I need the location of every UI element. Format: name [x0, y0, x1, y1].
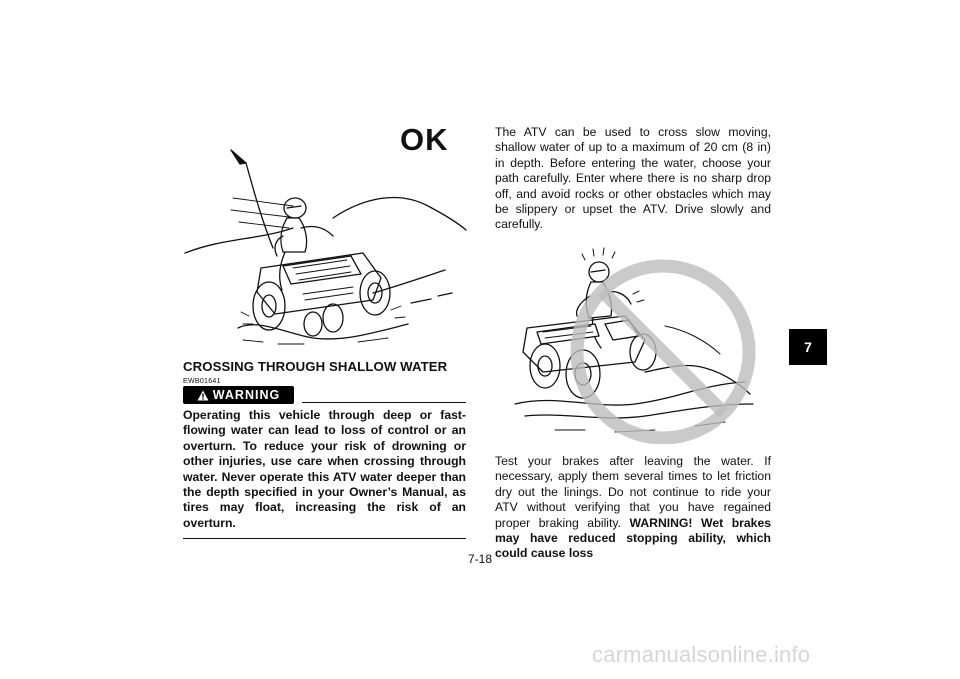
paragraph-test-brakes [495, 454, 771, 562]
brake-test-text: Test your brakes after leaving the water. If necessary, apply them several times to let friction dry out the linings. Do not continue to ride your ATV without verifying that you have regained proper braking ability. [495, 454, 771, 530]
warning-rule-top [302, 402, 466, 403]
section-title: CROSSING THROUGH SHALLOW WATER [183, 359, 448, 374]
warning-text: Operating this vehicle through deep or fast-flowing water can lead to loss of control or an overturn. To reduce your risk of drowning or other injuries, use care when crossing through water. Never operate this ATV water deeper than the depth specified in your Owner’s Manual, as tires may float, increasing the risk of an overturn. [183, 408, 466, 530]
warning-triangle-icon [197, 390, 209, 401]
watermark: carmanualsonline.info [592, 642, 811, 667]
atv-shallow-water-illustration [183, 128, 468, 350]
chapter-tab: 7 [789, 329, 827, 365]
ok-label: OK [400, 122, 449, 157]
warning-rule-bottom [183, 538, 466, 539]
prohibition-icon [577, 266, 749, 438]
paragraph-shallow-water: The ATV can be used to cross slow moving, shallow water of up to a maximum of 20 cm (8 in) in depth. Before entering the water, choose your path carefully. Enter where there is no sharp drop off, and avoid rocks or other obstacles which may be slippery or upset the ATV. Drive slowly and carefully. [495, 125, 771, 232]
warning-code: EWB01641 [183, 378, 221, 385]
warning-badge [183, 386, 294, 404]
page-number: 7-18 [467, 552, 493, 566]
warning-label: WARNING [212, 388, 281, 402]
atv-deep-water-prohibited-illustration [495, 244, 771, 444]
wet-brakes-warning: WARNING! Wet brakes may have reduced stopping ability, which could cause loss [495, 515, 772, 561]
